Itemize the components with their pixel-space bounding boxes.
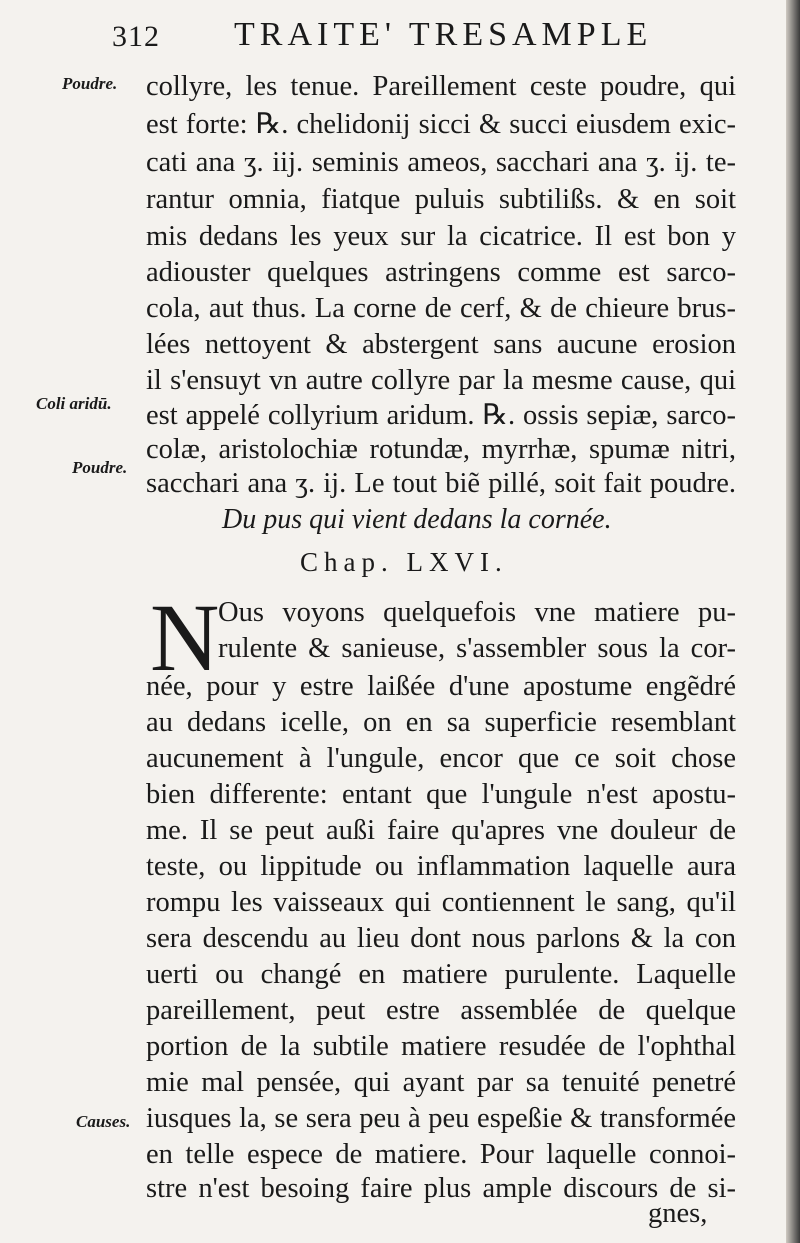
text-line: sera descendu au lieu dont nous parlons & la con [146,923,736,954]
text-line: adiouster quelques astringens comme est sarco- [146,257,736,288]
page-number: 312 [112,20,160,53]
text-line: teste, ou lippitude ou inflammation laquelle aura [146,851,736,882]
text-line: il s'ensuyt vn autre collyre par la mesme cause, qui [146,365,736,396]
text-line: rompu les vaisseaux qui contiennent le sang, qu'il [146,887,736,918]
catchword: gnes, [648,1198,708,1229]
text-line: mis dedans les yeux sur la cicatrice. Il est bon y [146,221,736,252]
chapter-heading: Chap. LXVI. [300,547,508,577]
text-line: bien differente: entant que l'ungule n'est apostu- [146,779,736,810]
text-line: stre n'est besoing faire plus ample discours de si- [146,1173,736,1204]
text-line: au dedans icelle, on en sa superficie resemblant [146,707,736,738]
text-line: aucunement à l'ungule, encor que ce soit chose [146,743,736,774]
drop-cap: N [150,584,220,691]
page-edge-shadow [786,0,800,1243]
text-line: rulente & sanieuse, s'assembler sous la cor- [218,633,736,664]
text-line: pareillement, peut estre assemblée de quelque [146,995,736,1026]
text-line: uerti ou changé en matiere purulente. Laquelle [146,959,736,990]
running-title: TRAITE' TRESAMPLE [234,16,653,53]
text-line: cola, aut thus. La corne de cerf, & de chieure brus- [146,293,736,324]
text-line: rantur omnia, fiatque puluis subtilißs. & en soit [146,184,736,215]
text-line: née, pour y estre laißée d'une apostume engẽdré [146,671,736,702]
margin-note-poudre-1: Poudre. [62,74,118,93]
text-line: est forte: ℞. chelidonij sicci & succi eiusdem exic- [146,109,736,140]
text-line: cati ana ʒ. iij. seminis ameos, sacchari ana ʒ. ij. te- [146,147,736,178]
text-line: iusques la, se sera peu à peu espeßie & transformée [146,1103,736,1134]
text-line: en telle espece de matiere. Pour laquelle connoi- [146,1139,736,1170]
text-line: collyre, les tenue. Pareillement ceste poudre, qui [146,71,736,102]
text-line: me. Il se peut außi faire qu'apres vne douleur de [146,815,736,846]
text-line: colæ, aristolochiæ rotundæ, myrrhæ, spumæ nitri, [146,434,736,465]
page-header [112,14,672,58]
text-line: Ous voyons quelquefois vne matiere pu- [218,597,736,628]
text-line: portion de la subtile matiere resudée de l'ophthal [146,1031,736,1062]
margin-note-causes: Causes. [76,1112,131,1131]
margin-note-collyrium: Coli aridū. [36,394,112,413]
margin-note-poudre-2: Poudre. [72,458,128,477]
text-line: lées nettoyent & abstergent sans aucune erosion [146,329,736,360]
text-line: est appelé collyrium aridum. ℞. ossis sepiæ, sarco- [146,400,736,431]
text-line: sacchari ana ʒ. ij. Le tout biẽ pillé, soit fait poudre. [146,468,736,499]
chapter-subtitle: Du pus qui vient dedans la cornée. [222,504,612,535]
text-line: mie mal pensée, qui ayant par sa tenuité penetré [146,1067,736,1098]
